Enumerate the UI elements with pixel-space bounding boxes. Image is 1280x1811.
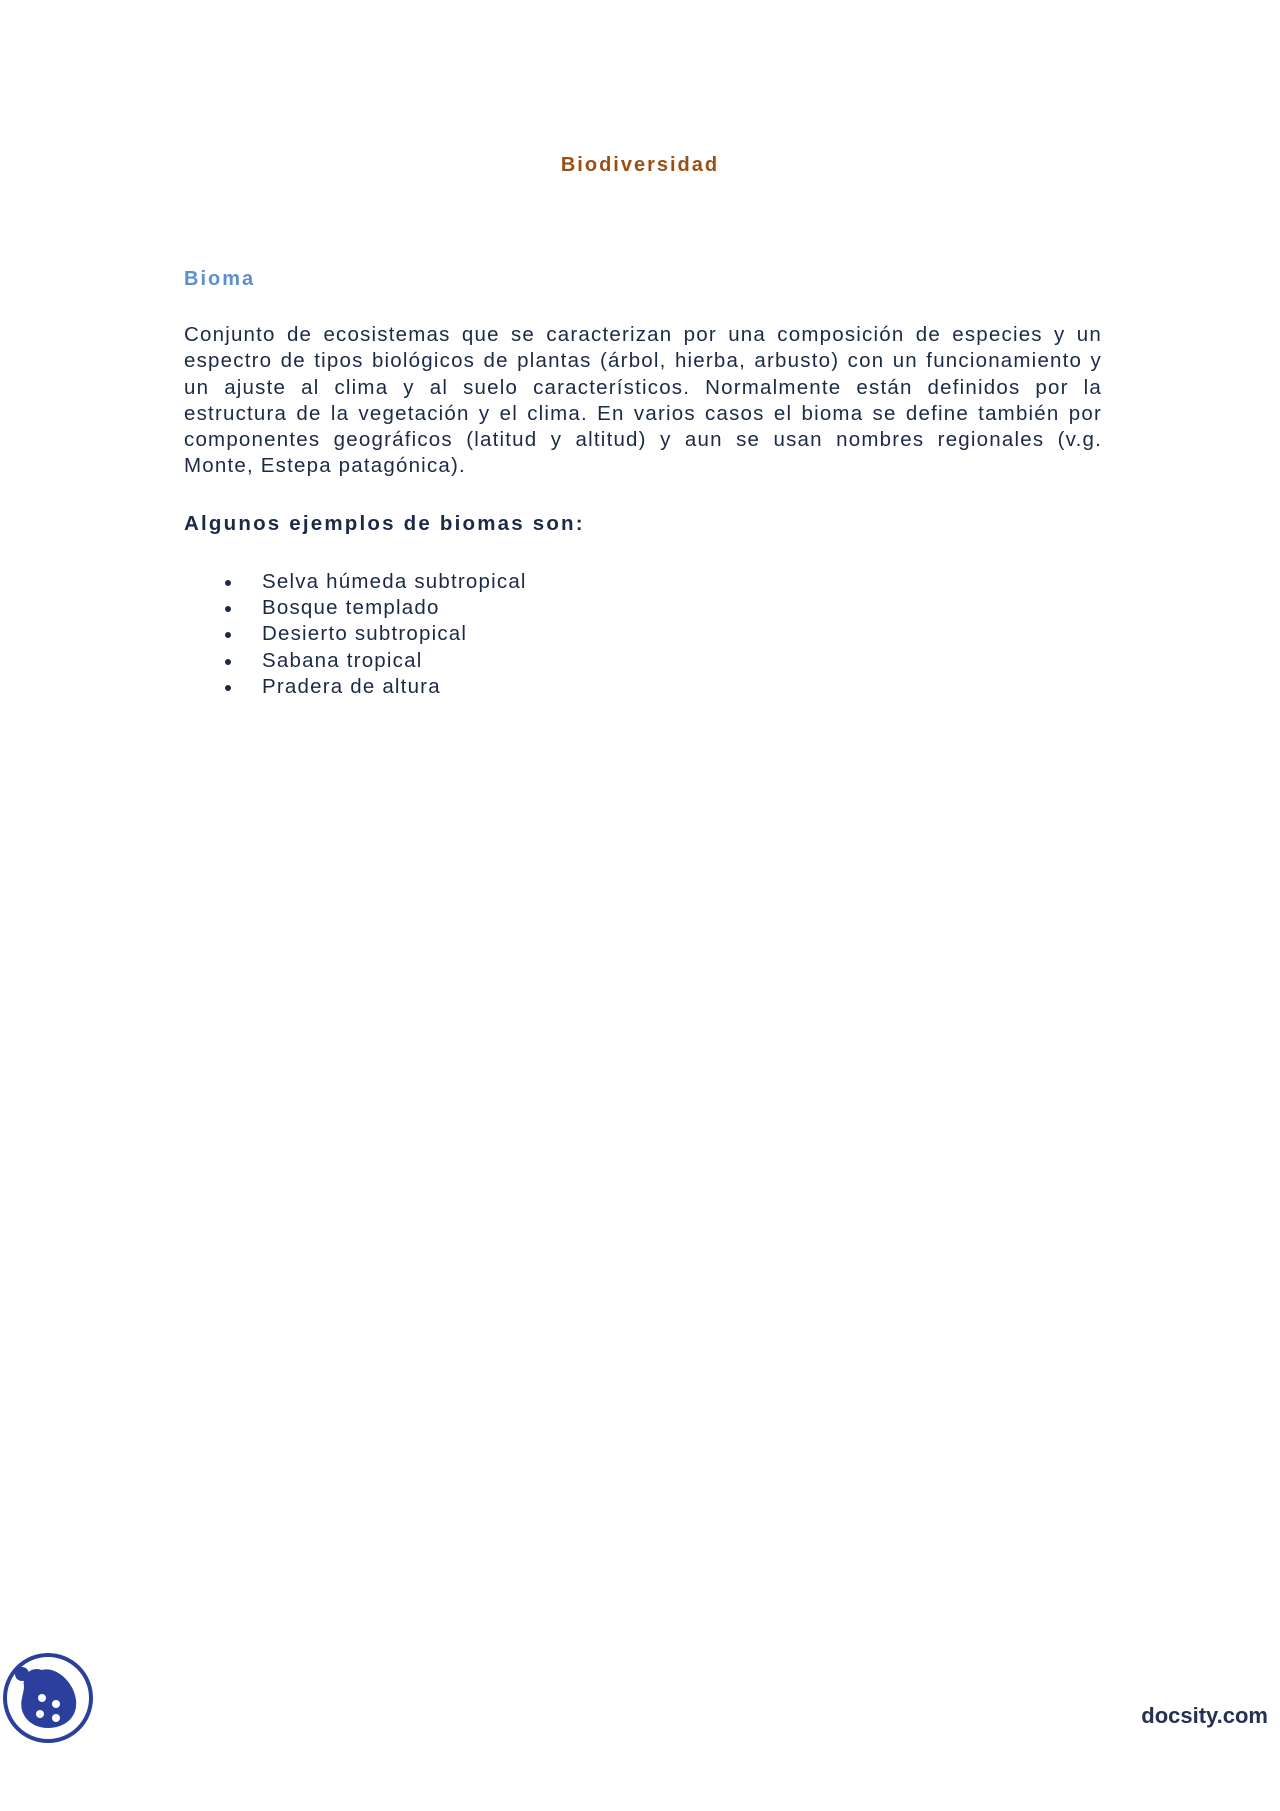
list-intro: Algunos ejemplos de biomas son:: [184, 512, 585, 535]
docsity-logo-icon[interactable]: [2, 1652, 94, 1744]
list-item-label: Bosque templado: [262, 596, 440, 620]
list-item: [184, 621, 527, 647]
list-item: [184, 674, 527, 700]
brand-link[interactable]: docsity.com: [1141, 1703, 1268, 1728]
bullet-icon: [225, 632, 231, 638]
bullet-icon: [225, 606, 231, 612]
bullet-icon: [225, 685, 231, 691]
list-item-label: Sabana tropical: [262, 648, 423, 672]
list-item-label: Desierto subtropical: [262, 622, 468, 646]
bullet-icon: [225, 580, 231, 586]
list-item-label: Pradera de altura: [262, 674, 441, 698]
document-title: Biodiversidad: [560, 154, 720, 176]
body-paragraph: Conjunto de ecosistemas que se caracterizan por una composición de especies y un espectro de tipos biológicos de plantas (árbol, hierba, arbusto) con un funcionamiento y un ajuste al clima y al suelo característicos. Normalmente están definidos por la estructura de la vegetación y el clima. En varios casos el bioma se define también por componentes geográficos (latitud y altitud) y aun se usan nombres regionales (v.g. Monte, Estepa patagónica).: [184, 323, 1102, 478]
list-item-label: Selva húmeda subtropical: [262, 570, 527, 593]
list-item: [184, 569, 527, 595]
list-item: [184, 648, 527, 674]
examples-list: [184, 569, 527, 700]
bullet-icon: [225, 659, 231, 665]
list-item: [184, 595, 527, 621]
section-heading: Bioma: [184, 268, 256, 290]
